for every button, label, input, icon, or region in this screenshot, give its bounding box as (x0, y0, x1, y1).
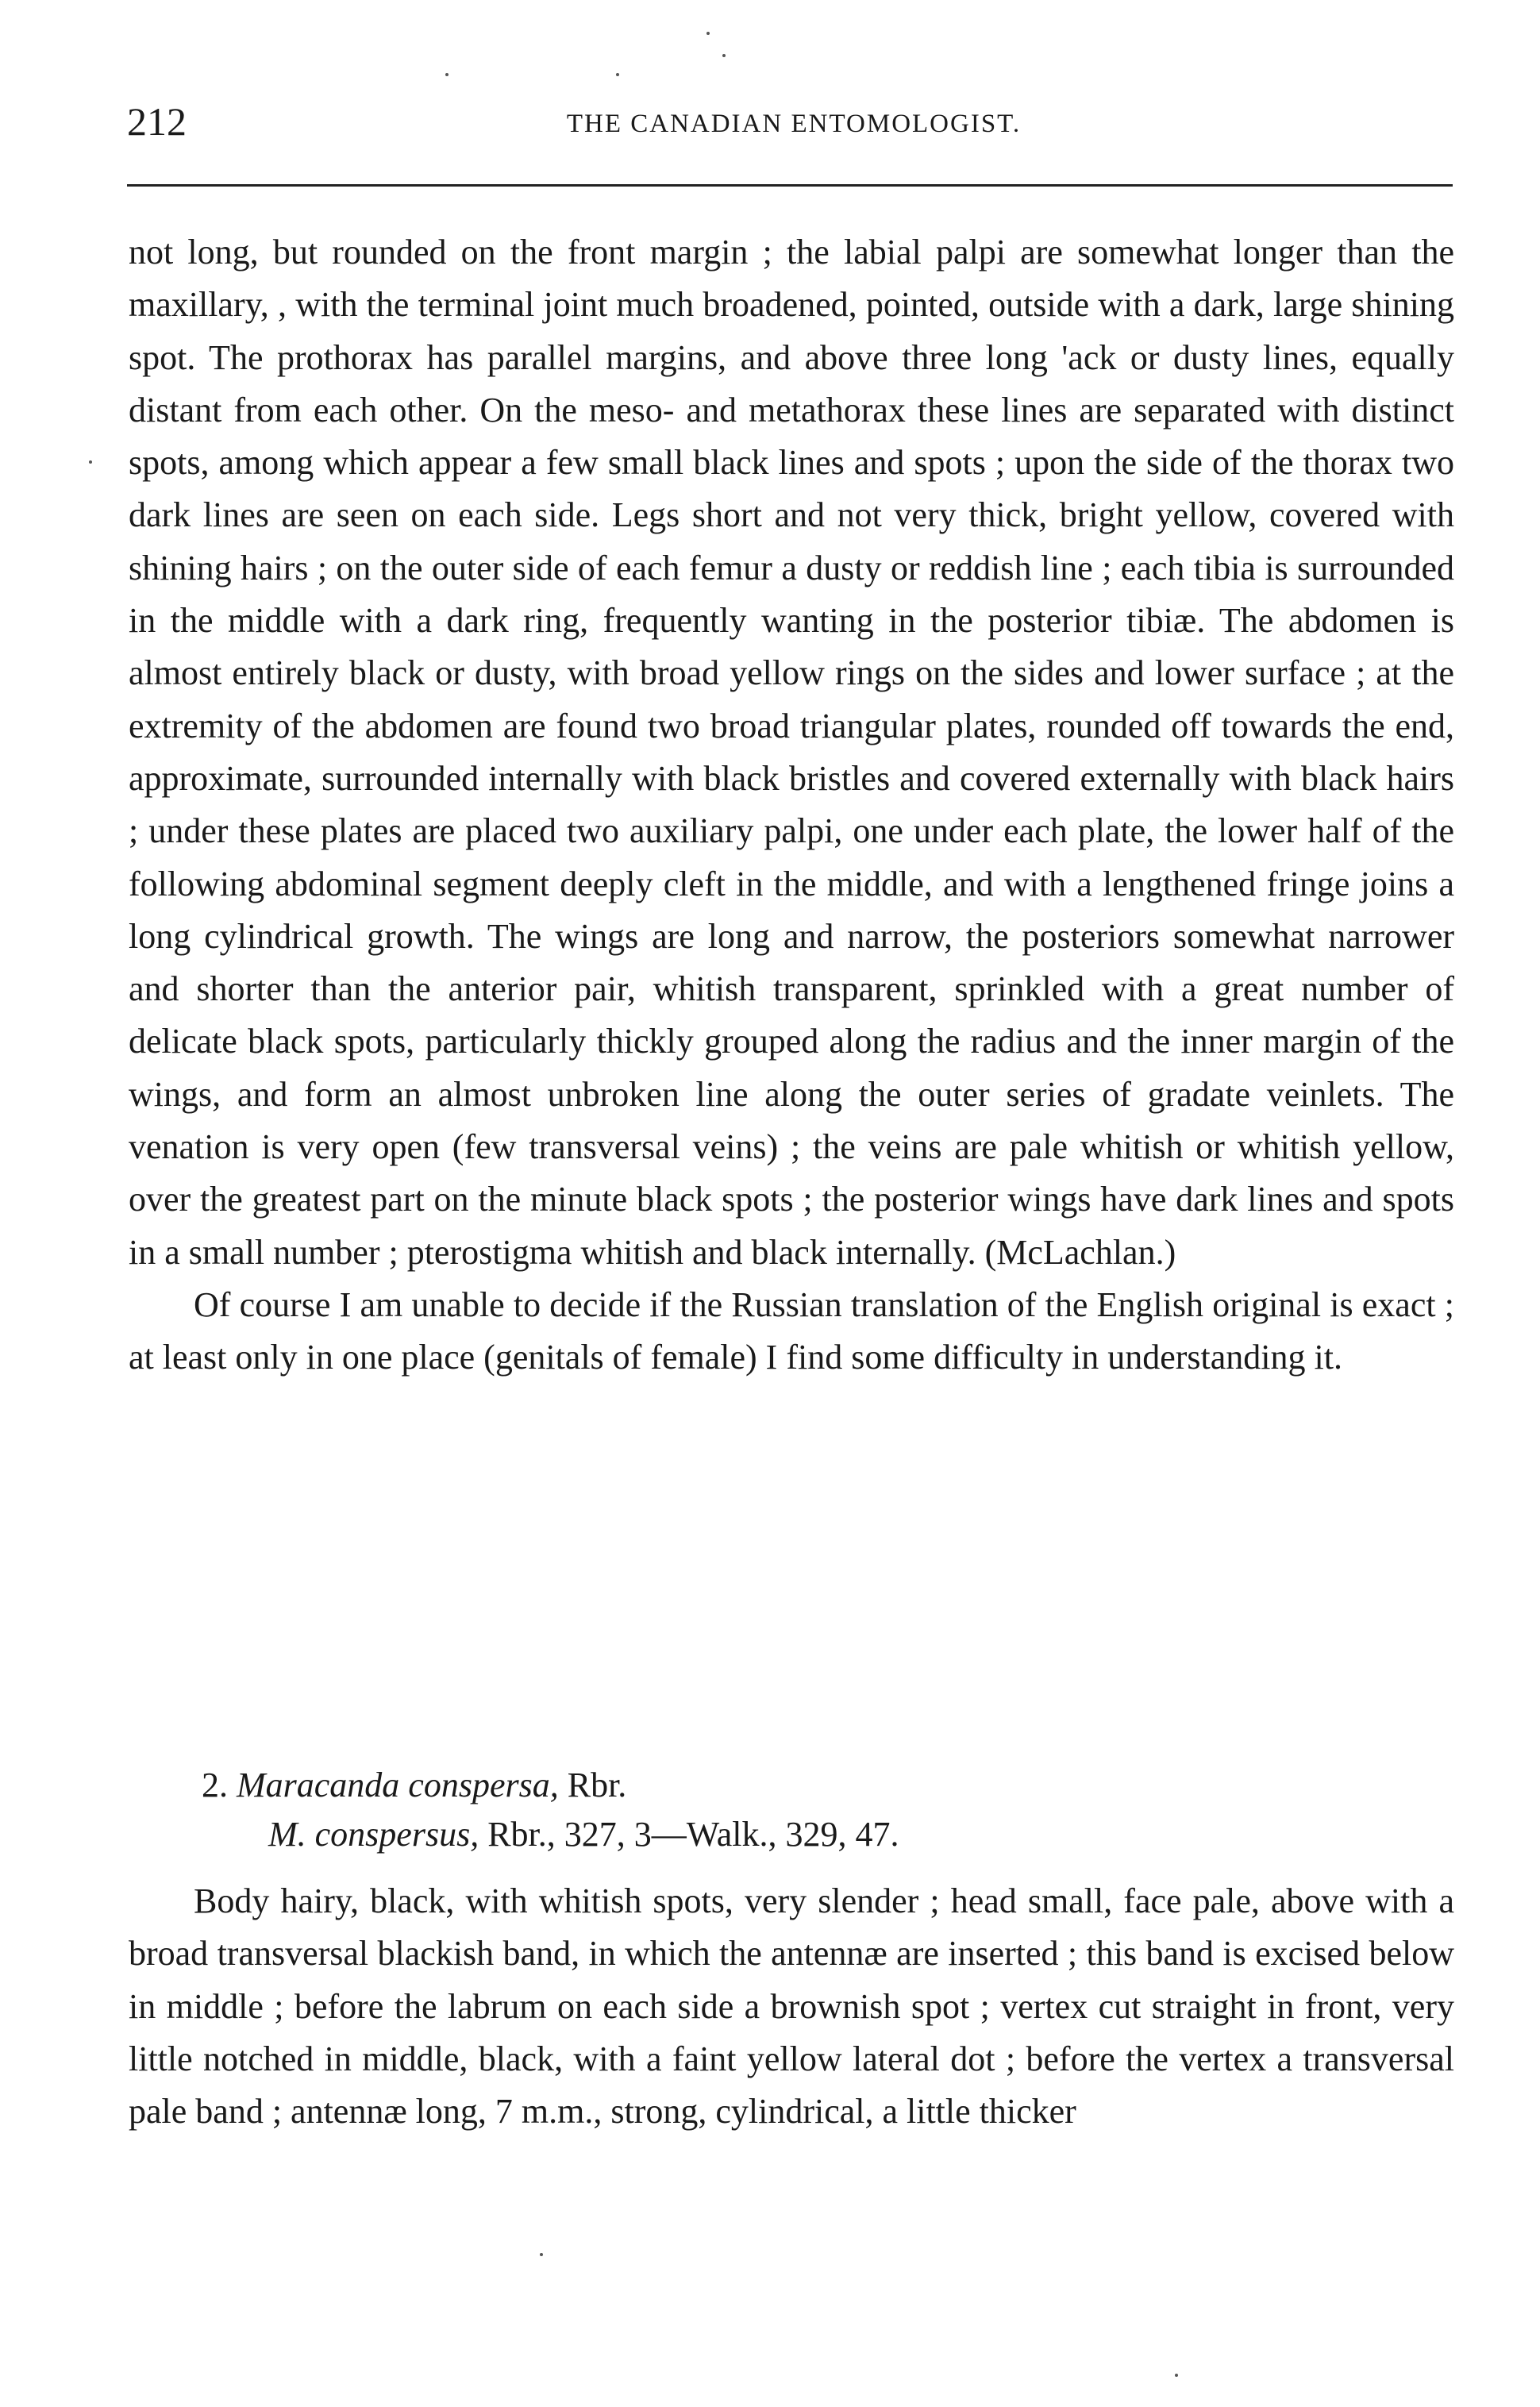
paragraph-translation-note: Of course I am unable to decide if the Russian translation of the English original is exact ; at least only in one place (genitals of female) I find some difficulty in understanding it. (129, 1284, 1454, 1377)
synonym-line (129, 1810, 1454, 1859)
print-speck (706, 32, 710, 35)
page-number: 212 (127, 99, 187, 144)
species-heading (129, 1761, 1454, 1859)
running-head: THE CANADIAN ENTOMOLOGIST. (566, 110, 1022, 138)
paragraph-species-description: Body hairy, black, with whitish spots, very slender ; head small, face pale, above with a broad transversal blackish band, in which the antennæ are inserted ; this band is excised below in middle ; before the labrum on each side a brownish spot ; vertex cut straight in front, very little notched in middle, black, with a faint yellow lateral dot ; before the vertex a transversal pale band ; antennæ long, 7 m.m., strong, cylindrical, a little thicker (129, 1881, 1454, 2132)
species-name-line (129, 1761, 1454, 1810)
synonym-reference: Rbr., 327, 3—Walk., 329, 47. (487, 1815, 899, 1854)
print-speck (540, 2253, 543, 2256)
main-text (129, 226, 1454, 1385)
print-speck (1175, 2374, 1178, 2377)
species-author: Rbr. (567, 1766, 627, 1804)
species-name: Maracanda conspersa, (237, 1766, 559, 1804)
page-header (127, 94, 1461, 149)
print-speck (616, 73, 619, 76)
print-speck (89, 460, 92, 464)
print-speck (722, 54, 726, 57)
header-rule (127, 184, 1453, 187)
species-description (129, 1875, 1454, 2138)
print-speck (445, 73, 449, 76)
species-number: 2. (202, 1766, 228, 1804)
synonym-name: M. conspersus, (268, 1815, 479, 1854)
paragraph-description-continued: not long, but rounded on the front margin ; the labial palpi are somewhat longer than the maxillary, , with the terminal joint much broadened, pointed, outside with a dark, large shining spot. The prothorax has parallel margins, and above three long 'ack or dusty lines, equally distant from each other. On the meso- and metathorax these lines are separated with distinct spots, among which appear a few small black lines and spots ; upon the side of the thorax two dark lines are seen on each side. Legs short and not very thick, bright yellow, covered with shining hairs ; on the outer side of each femur a dusty or reddish line ; each tibia is surrounded in the middle with a dark ring, frequently wanting in the posterior tibiæ. The abdomen is almost entirely black or dusty, with broad yellow rings on the sides and lower surface ; at the extremity of the abdomen are found two broad triangular plates, rounded off towards the end, approximate, surrounded internally with black bristles and covered externally with black hairs ; under these plates are placed two auxiliary palpi, one under each plate, the lower half of the following abdominal segment deeply cleft in the middle, and with a lengthened fringe joins a long cylindrical growth. The wings are long and narrow, the posteriors somewhat narrower and shorter than the anterior pair, whitish transparent, sprinkled with a great number of delicate black spots, particularly thickly grouped along the radius and the inner margin of the wings, and form an almost unbroken line along the outer series of gradate veinlets. The venation is very open (few transversal veins) ; the veins are pale whitish or whitish yellow, over the greatest part on the minute black spots ; the posterior wings have dark lines and spots in a small number ; pterostigma whitish and black internally. (McLachlan.) (129, 233, 1454, 1272)
